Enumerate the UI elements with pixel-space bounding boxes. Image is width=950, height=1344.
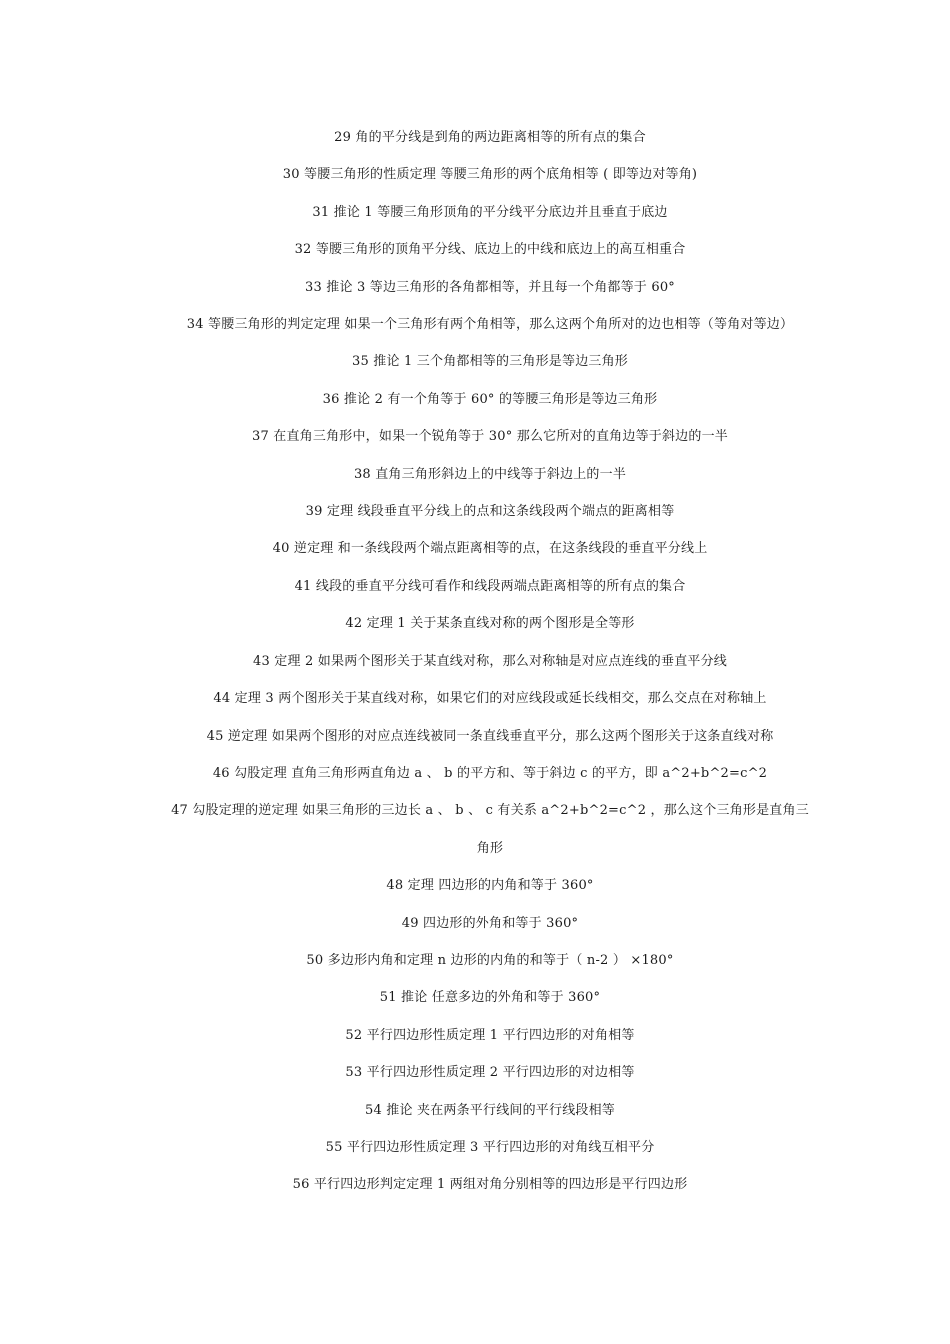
theorem-29: 29 角的平分线是到角的两边距离相等的所有点的集合 [334,130,646,145]
theorem-51: 51 推论 任意多边的外角和等于 360° [379,990,601,1006]
theorem-47: 47 勾股定理的逆定理 如果三角形的三边长 a 、 b 、 c 有关系 a^2+b^2=c^2 ，那么这个三角形是直角三角形 [171,803,809,856]
theorem-56: 56 平行四边形判定定理 1 两组对角分别相等的四边形是平行四边形 [292,1177,688,1193]
theorem-48: 48 定理 四边形的内角和等于 360° [386,878,594,894]
theorem-50: 50 多边形内角和定理 n 边形的内角的和等于（ n-2 ） ×180° [306,952,674,968]
theorem-33: 33 推论 3 等边三角形的各角都相等，并且每一个角都等于 60° [305,279,675,295]
theorem-54: 54 推论 夹在两条平行线间的平行线段相等 [364,1102,615,1118]
theorem-44: 44 定理 3 两个图形关于某直线对称，如果它们的对应线段或延长线相交，那么交点在对称轴上 [213,691,767,707]
theorem-38: 38 直角三角形斜边上的中线等于斜边上的一半 [353,466,627,482]
theorem-52: 52 平行四边形性质定理 1 平行四边形的对角相等 [345,1027,635,1043]
theorem-55: 55 平行四边形性质定理 3 平行四边形的对角线互相平分 [325,1139,655,1155]
theorem-34: 34 等腰三角形的判定定理 如果一个三角形有两个角相等，那么这两个角所对的边也相等（等角对等边） [186,317,794,333]
theorem-49: 49 四边形的外角和等于 360° [401,915,579,931]
theorem-list [170,119,810,1204]
theorem-41: 41 线段的垂直平分线可看作和线段两端点距离相等的所有点的集合 [294,578,686,594]
theorem-46: 46 勾股定理 直角三角形两直角边 a 、 b 的平方和、等于斜边 c 的平方，即 a^2+b^2=c^2 [212,765,768,781]
theorem-35: 35 推论 1 三个角都相等的三角形是等边三角形 [351,354,628,370]
theorem-53: 53 平行四边形性质定理 2 平行四边形的对边相等 [345,1065,635,1081]
theorem-31: 31 推论 1 等腰三角形顶角的平分线平分底边并且垂直于底边 [312,204,668,220]
theorem-39: 39 定理 线段垂直平分线上的点和这条线段两个端点的距离相等 [305,504,675,520]
theorem-30: 30 等腰三角形的性质定理 等腰三角形的两个底角相等 ( 即等边对等角) [282,167,698,183]
theorem-37: 37 在直角三角形中，如果一个锐角等于 30° 那么它所对的直角边等于斜边的一半 [252,429,728,445]
theorem-32: 32 等腰三角形的顶角平分线、底边上的中线和底边上的高互相重合 [294,242,686,258]
theorem-42: 42 定理 1 关于某条直线对称的两个图形是全等形 [345,616,635,632]
theorem-36: 36 推论 2 有一个角等于 60° 的等腰三角形是等边三角形 [322,391,658,407]
theorem-40: 40 逆定理 和一条线段两个端点距离相等的点，在这条线段的垂直平分线上 [272,541,708,557]
theorem-45: 45 逆定理 如果两个图形的对应点连线被同一条直线垂直平分，那么这两个图形关于这条直线对称 [206,728,774,744]
theorem-43: 43 定理 2 如果两个图形关于某直线对称，那么对称轴是对应点连线的垂直平分线 [252,653,727,669]
